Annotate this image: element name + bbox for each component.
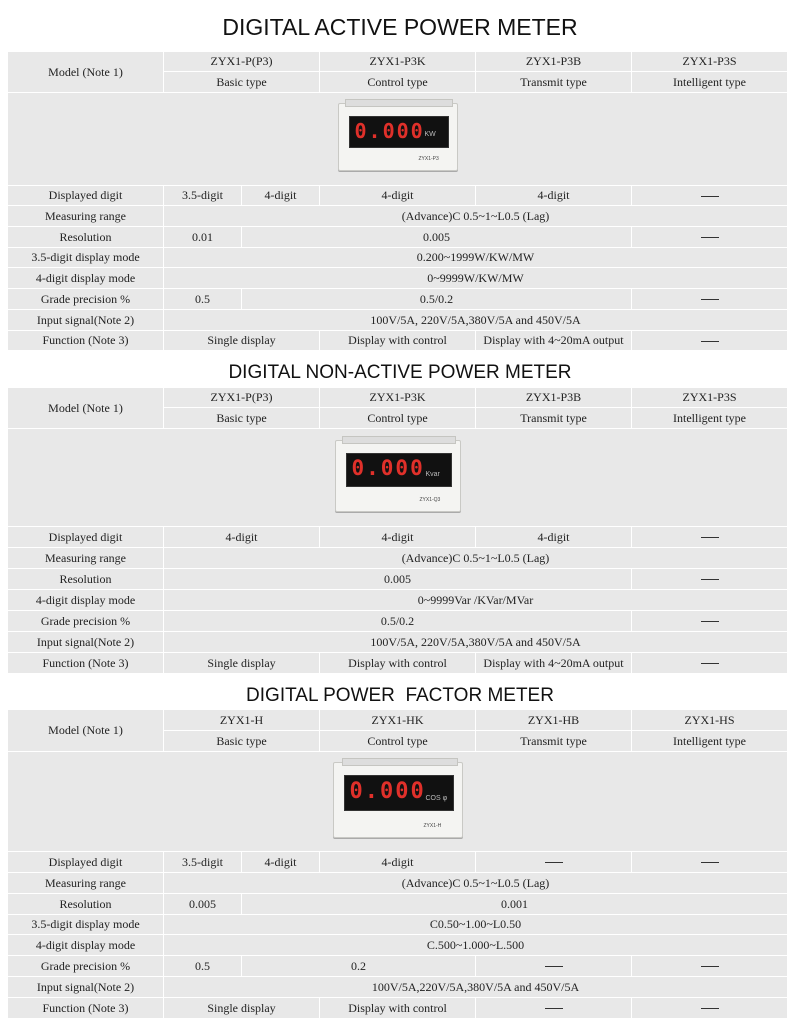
cell-value: Single display	[164, 653, 320, 674]
type-basic: Basic type	[164, 731, 320, 752]
row-label: Resolution	[8, 227, 164, 248]
row-label: 4-digit display mode	[8, 268, 164, 289]
cell-value: (Advance)C 0.5~1~L0.5 (Lag)	[164, 206, 788, 227]
product-image-cell	[8, 93, 788, 186]
cell-value: 0.5/0.2	[164, 611, 632, 632]
type-transmit: Transmit type	[476, 408, 632, 429]
model-transmit: ZYX1-P3B	[476, 52, 632, 72]
dash-cell	[476, 956, 632, 977]
cell-value: 4-digit	[320, 186, 476, 206]
meter-unit: KW	[424, 131, 436, 138]
cell-value: 4-digit	[320, 852, 476, 873]
meter-unit: COS φ	[425, 794, 448, 802]
type-control: Control type	[320, 408, 476, 429]
cell-value: 3.5-digit	[164, 852, 242, 873]
meter-model-code: ZYX1-H	[423, 822, 442, 829]
cell-value: 0.5	[164, 289, 242, 310]
row-label: Displayed digit	[8, 852, 164, 873]
dash-cell	[632, 227, 788, 248]
model-control: ZYX1-P3K	[320, 52, 476, 72]
cell-value: Single display	[164, 998, 320, 1019]
model-transmit: ZYX1-P3B	[476, 388, 632, 408]
row-label: 3.5-digit display mode	[8, 248, 164, 268]
cell-value: 0.2	[242, 956, 476, 977]
cell-value: 0.200~1999W/KW/MW	[164, 248, 788, 268]
section-title-active-power: DIGITAL ACTIVE POWER METER	[222, 14, 578, 40]
dash-cell	[632, 653, 788, 674]
cell-value: Single display	[164, 331, 320, 351]
row-label: Displayed digit	[8, 527, 164, 548]
cell-value: 0.005	[164, 894, 242, 915]
cell-value: 0.001	[242, 894, 788, 915]
row-label: Function (Note 3)	[8, 998, 164, 1019]
cell-value: 4-digit	[164, 527, 320, 548]
power-meter-image	[338, 103, 458, 171]
model-control: ZYX1-HK	[320, 710, 476, 731]
row-label: Function (Note 3)	[8, 331, 164, 351]
dash-cell	[632, 186, 788, 206]
model-transmit: ZYX1-HB	[476, 710, 632, 731]
cell-value: 4-digit	[476, 527, 632, 548]
cell-value: 100V/5A, 220V/5A,380V/5A and 450V/5A	[164, 310, 788, 331]
cell-value: 4-digit	[242, 852, 320, 873]
dash-cell	[632, 527, 788, 548]
row-label: Resolution	[8, 894, 164, 915]
cell-value: 4-digit	[320, 527, 476, 548]
cell-value: C.500~1.000~L.500	[164, 935, 788, 956]
row-label: Input signal(Note 2)	[8, 977, 164, 998]
row-label: Measuring range	[8, 873, 164, 894]
dash-cell	[476, 852, 632, 873]
meter-model-code: ZYX1-Q3	[419, 496, 441, 503]
dash-cell	[632, 569, 788, 590]
product-image-cell	[8, 429, 788, 527]
cell-value: 0~9999W/KW/MW	[164, 268, 788, 289]
cell-value: 4-digit	[242, 186, 320, 206]
active-power-spec-table	[8, 52, 788, 351]
cell-value: 0.5	[164, 956, 242, 977]
meter-reading: 0.000	[354, 119, 425, 143]
cell-value: Display with control	[320, 331, 476, 351]
cell-value: 0.005	[164, 569, 632, 590]
row-label: 4-digit display mode	[8, 935, 164, 956]
type-control: Control type	[320, 731, 476, 752]
type-control: Control type	[320, 72, 476, 93]
row-label: Measuring range	[8, 206, 164, 227]
dash-cell	[632, 611, 788, 632]
row-label: Measuring range	[8, 548, 164, 569]
type-basic: Basic type	[164, 72, 320, 93]
row-label: Function (Note 3)	[8, 653, 164, 674]
cell-value: (Advance)C 0.5~1~L0.5 (Lag)	[164, 548, 788, 569]
dash-cell	[476, 998, 632, 1019]
model-intelligent: ZYX1-P3S	[632, 388, 788, 408]
model-label: Model (Note 1)	[8, 388, 164, 429]
row-label: Resolution	[8, 569, 164, 590]
model-basic: ZYX1-P(P3)	[164, 52, 320, 72]
row-label: Displayed digit	[8, 186, 164, 206]
cell-value: Display with 4~20mA output	[476, 331, 632, 351]
type-intelligent: Intelligent type	[632, 731, 788, 752]
non-active-power-spec-table	[8, 388, 788, 674]
cell-value: 3.5-digit	[164, 186, 242, 206]
type-transmit: Transmit type	[476, 72, 632, 93]
model-intelligent: ZYX1-P3S	[632, 52, 788, 72]
row-label: Grade precision %	[8, 289, 164, 310]
power-factor-spec-table	[8, 710, 788, 1019]
row-label: Grade precision %	[8, 956, 164, 977]
row-label: Input signal(Note 2)	[8, 632, 164, 653]
dash-cell	[632, 998, 788, 1019]
cell-value: 0.5/0.2	[242, 289, 632, 310]
row-label: 4-digit display mode	[8, 590, 164, 611]
section-title-power-factor: DIGITAL POWER FACTOR METER	[246, 685, 554, 706]
meter-reading: 0.000	[351, 455, 425, 480]
meter-unit: Kvar	[425, 470, 440, 478]
dash-cell	[632, 852, 788, 873]
model-basic: ZYX1-H	[164, 710, 320, 731]
dash-cell	[632, 289, 788, 310]
cell-value: 100V/5A,220V/5A,380V/5A and 450V/5A	[164, 977, 788, 998]
cell-value: 0~9999Var /KVar/MVar	[164, 590, 788, 611]
cell-value: Display with control	[320, 998, 476, 1019]
cell-value: C0.50~1.00~L0.50	[164, 915, 788, 935]
product-image-cell	[8, 752, 788, 852]
cell-value: Display with 4~20mA output	[476, 653, 632, 674]
row-label: 3.5-digit display mode	[8, 915, 164, 935]
model-basic: ZYX1-P(P3)	[164, 388, 320, 408]
row-label: Grade precision %	[8, 611, 164, 632]
model-control: ZYX1-P3K	[320, 388, 476, 408]
cell-value: (Advance)C 0.5~1~L0.5 (Lag)	[164, 873, 788, 894]
power-meter-image	[333, 762, 463, 838]
section-title-non-active-power: DIGITAL NON-ACTIVE POWER METER	[228, 362, 572, 383]
cell-value: 0.005	[242, 227, 632, 248]
type-intelligent: Intelligent type	[632, 408, 788, 429]
model-label: Model (Note 1)	[8, 52, 164, 93]
type-basic: Basic type	[164, 408, 320, 429]
type-intelligent: Intelligent type	[632, 72, 788, 93]
type-transmit: Transmit type	[476, 731, 632, 752]
meter-model-code: ZYX1-P3	[418, 156, 439, 162]
model-intelligent: ZYX1-HS	[632, 710, 788, 731]
row-label: Input signal(Note 2)	[8, 310, 164, 331]
cell-value: Display with control	[320, 653, 476, 674]
cell-value: 0.01	[164, 227, 242, 248]
cell-value: 4-digit	[476, 186, 632, 206]
model-label: Model (Note 1)	[8, 710, 164, 752]
meter-reading: 0.000	[349, 778, 426, 804]
dash-cell	[632, 956, 788, 977]
cell-value: 100V/5A, 220V/5A,380V/5A and 450V/5A	[164, 632, 788, 653]
power-meter-image	[335, 440, 461, 512]
dash-cell	[632, 331, 788, 351]
